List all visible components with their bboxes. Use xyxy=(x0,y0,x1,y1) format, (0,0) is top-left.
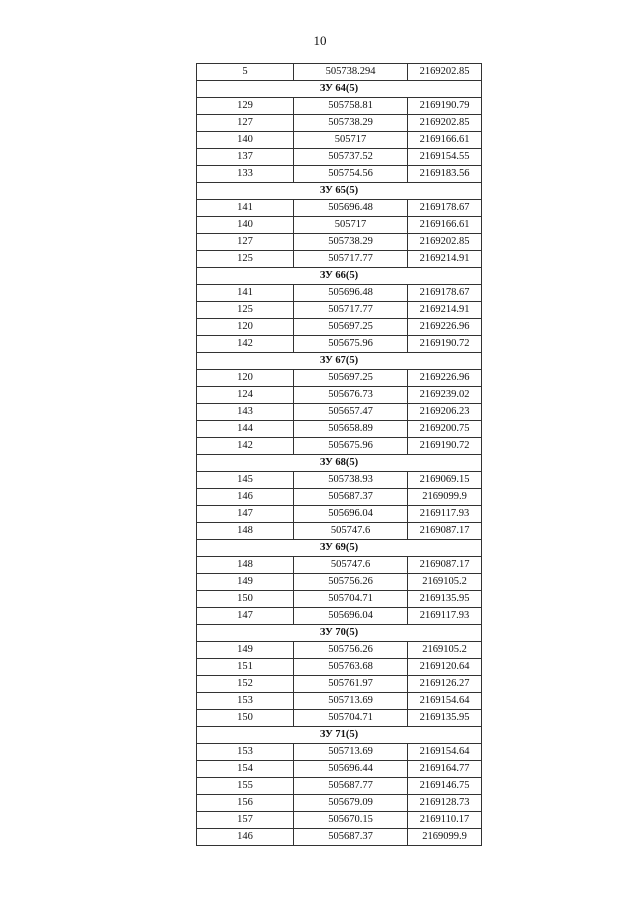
point-number-cell: 5 xyxy=(197,64,294,81)
point-number-cell: 145 xyxy=(197,472,294,489)
y-coordinate-cell: 2169135.95 xyxy=(408,591,482,608)
section-title: ЗУ 71(5) xyxy=(197,727,482,744)
y-coordinate-cell: 2169183.56 xyxy=(408,166,482,183)
table-row xyxy=(197,472,482,489)
point-number-cell: 157 xyxy=(197,812,294,829)
point-number-cell: 154 xyxy=(197,761,294,778)
section-header-row xyxy=(197,727,482,744)
point-number-cell: 124 xyxy=(197,387,294,404)
point-number-cell: 140 xyxy=(197,132,294,149)
x-coordinate-cell: 505756.26 xyxy=(294,574,408,591)
point-number-cell: 148 xyxy=(197,557,294,574)
y-coordinate-cell: 2169154.55 xyxy=(408,149,482,166)
section-header-row xyxy=(197,455,482,472)
point-number-cell: 133 xyxy=(197,166,294,183)
y-coordinate-cell: 2169087.17 xyxy=(408,557,482,574)
page-number: 10 xyxy=(313,33,327,48)
point-number-cell: 151 xyxy=(197,659,294,676)
table-row xyxy=(197,506,482,523)
point-number-cell: 146 xyxy=(197,829,294,846)
table-row xyxy=(197,251,482,268)
y-coordinate-cell: 2169117.93 xyxy=(408,608,482,625)
y-coordinate-cell: 2169202.85 xyxy=(408,64,482,81)
table-row xyxy=(197,778,482,795)
table-row xyxy=(197,642,482,659)
table-row xyxy=(197,285,482,302)
y-coordinate-cell: 2169178.67 xyxy=(408,285,482,302)
x-coordinate-cell: 505738.294 xyxy=(294,64,408,81)
y-coordinate-cell: 2169202.85 xyxy=(408,115,482,132)
table-row xyxy=(197,404,482,421)
y-coordinate-cell: 2169200.75 xyxy=(408,421,482,438)
coordinates-table-body xyxy=(197,64,482,846)
point-number-cell: 125 xyxy=(197,302,294,319)
x-coordinate-cell: 505696.44 xyxy=(294,761,408,778)
x-coordinate-cell: 505704.71 xyxy=(294,591,408,608)
y-coordinate-cell: 2169206.23 xyxy=(408,404,482,421)
x-coordinate-cell: 505696.48 xyxy=(294,200,408,217)
table-row xyxy=(197,166,482,183)
x-coordinate-cell: 505747.6 xyxy=(294,523,408,540)
table-row xyxy=(197,200,482,217)
point-number-cell: 155 xyxy=(197,778,294,795)
table-row xyxy=(197,574,482,591)
y-coordinate-cell: 2169105.2 xyxy=(408,642,482,659)
point-number-cell: 140 xyxy=(197,217,294,234)
y-coordinate-cell: 2169120.64 xyxy=(408,659,482,676)
table-row xyxy=(197,302,482,319)
x-coordinate-cell: 505697.25 xyxy=(294,370,408,387)
x-coordinate-cell: 505747.6 xyxy=(294,557,408,574)
table-row xyxy=(197,370,482,387)
point-number-cell: 142 xyxy=(197,438,294,455)
y-coordinate-cell: 2169214.91 xyxy=(408,251,482,268)
y-coordinate-cell: 2169239.02 xyxy=(408,387,482,404)
point-number-cell: 150 xyxy=(197,710,294,727)
table-row xyxy=(197,744,482,761)
table-row xyxy=(197,319,482,336)
x-coordinate-cell: 505696.04 xyxy=(294,608,408,625)
point-number-cell: 152 xyxy=(197,676,294,693)
y-coordinate-cell: 2169099.9 xyxy=(408,829,482,846)
coordinates-table xyxy=(196,63,482,846)
point-number-cell: 147 xyxy=(197,608,294,625)
x-coordinate-cell: 505761.97 xyxy=(294,676,408,693)
point-number-cell: 143 xyxy=(197,404,294,421)
x-coordinate-cell: 505675.96 xyxy=(294,336,408,353)
x-coordinate-cell: 505717 xyxy=(294,132,408,149)
x-coordinate-cell: 505717.77 xyxy=(294,302,408,319)
point-number-cell: 125 xyxy=(197,251,294,268)
point-number-cell: 137 xyxy=(197,149,294,166)
x-coordinate-cell: 505738.29 xyxy=(294,115,408,132)
section-title: ЗУ 68(5) xyxy=(197,455,482,472)
table-row xyxy=(197,64,482,81)
x-coordinate-cell: 505696.48 xyxy=(294,285,408,302)
point-number-cell: 147 xyxy=(197,506,294,523)
point-number-cell: 120 xyxy=(197,319,294,336)
y-coordinate-cell: 2169226.96 xyxy=(408,319,482,336)
table-row xyxy=(197,795,482,812)
table-row xyxy=(197,761,482,778)
x-coordinate-cell: 505679.09 xyxy=(294,795,408,812)
x-coordinate-cell: 505687.37 xyxy=(294,829,408,846)
table-row xyxy=(197,523,482,540)
x-coordinate-cell: 505676.73 xyxy=(294,387,408,404)
y-coordinate-cell: 2169110.17 xyxy=(408,812,482,829)
table-row xyxy=(197,387,482,404)
table-row xyxy=(197,608,482,625)
x-coordinate-cell: 505687.37 xyxy=(294,489,408,506)
x-coordinate-cell: 505758.81 xyxy=(294,98,408,115)
table-row xyxy=(197,149,482,166)
section-header-row xyxy=(197,540,482,557)
table-row xyxy=(197,98,482,115)
table-row xyxy=(197,336,482,353)
table-row xyxy=(197,115,482,132)
y-coordinate-cell: 2169146.75 xyxy=(408,778,482,795)
x-coordinate-cell: 505713.69 xyxy=(294,693,408,710)
y-coordinate-cell: 2169126.27 xyxy=(408,676,482,693)
x-coordinate-cell: 505738.93 xyxy=(294,472,408,489)
y-coordinate-cell: 2169190.79 xyxy=(408,98,482,115)
table-row xyxy=(197,710,482,727)
table-row xyxy=(197,693,482,710)
table-row xyxy=(197,812,482,829)
x-coordinate-cell: 505713.69 xyxy=(294,744,408,761)
section-header-row xyxy=(197,81,482,98)
y-coordinate-cell: 2169166.61 xyxy=(408,132,482,149)
x-coordinate-cell: 505670.15 xyxy=(294,812,408,829)
section-header-row xyxy=(197,625,482,642)
table-row xyxy=(197,217,482,234)
y-coordinate-cell: 2169128.73 xyxy=(408,795,482,812)
point-number-cell: 156 xyxy=(197,795,294,812)
section-header-row xyxy=(197,268,482,285)
y-coordinate-cell: 2169226.96 xyxy=(408,370,482,387)
point-number-cell: 120 xyxy=(197,370,294,387)
y-coordinate-cell: 2169190.72 xyxy=(408,336,482,353)
y-coordinate-cell: 2169154.64 xyxy=(408,693,482,710)
point-number-cell: 153 xyxy=(197,693,294,710)
y-coordinate-cell: 2169135.95 xyxy=(408,710,482,727)
y-coordinate-cell: 2169099.9 xyxy=(408,489,482,506)
table-row xyxy=(197,489,482,506)
section-title: ЗУ 67(5) xyxy=(197,353,482,370)
y-coordinate-cell: 2169164.77 xyxy=(408,761,482,778)
point-number-cell: 153 xyxy=(197,744,294,761)
section-header-row xyxy=(197,353,482,370)
x-coordinate-cell: 505704.71 xyxy=(294,710,408,727)
x-coordinate-cell: 505657.47 xyxy=(294,404,408,421)
table-row xyxy=(197,438,482,455)
x-coordinate-cell: 505737.52 xyxy=(294,149,408,166)
point-number-cell: 148 xyxy=(197,523,294,540)
section-title: ЗУ 65(5) xyxy=(197,183,482,200)
x-coordinate-cell: 505696.04 xyxy=(294,506,408,523)
table-row xyxy=(197,829,482,846)
x-coordinate-cell: 505697.25 xyxy=(294,319,408,336)
table-row xyxy=(197,557,482,574)
point-number-cell: 127 xyxy=(197,115,294,132)
y-coordinate-cell: 2169178.67 xyxy=(408,200,482,217)
point-number-cell: 149 xyxy=(197,574,294,591)
x-coordinate-cell: 505756.26 xyxy=(294,642,408,659)
point-number-cell: 150 xyxy=(197,591,294,608)
x-coordinate-cell: 505763.68 xyxy=(294,659,408,676)
x-coordinate-cell: 505675.96 xyxy=(294,438,408,455)
section-title: ЗУ 69(5) xyxy=(197,540,482,557)
section-title: ЗУ 70(5) xyxy=(197,625,482,642)
table-row xyxy=(197,659,482,676)
y-coordinate-cell: 2169069.15 xyxy=(408,472,482,489)
section-header-row xyxy=(197,183,482,200)
point-number-cell: 141 xyxy=(197,200,294,217)
table-row xyxy=(197,591,482,608)
point-number-cell: 127 xyxy=(197,234,294,251)
x-coordinate-cell: 505717 xyxy=(294,217,408,234)
y-coordinate-cell: 2169105.2 xyxy=(408,574,482,591)
y-coordinate-cell: 2169166.61 xyxy=(408,217,482,234)
point-number-cell: 129 xyxy=(197,98,294,115)
x-coordinate-cell: 505717.77 xyxy=(294,251,408,268)
x-coordinate-cell: 505658.89 xyxy=(294,421,408,438)
y-coordinate-cell: 2169154.64 xyxy=(408,744,482,761)
point-number-cell: 146 xyxy=(197,489,294,506)
y-coordinate-cell: 2169117.93 xyxy=(408,506,482,523)
table-row xyxy=(197,421,482,438)
point-number-cell: 149 xyxy=(197,642,294,659)
section-title: ЗУ 64(5) xyxy=(197,81,482,98)
table-row xyxy=(197,676,482,693)
y-coordinate-cell: 2169190.72 xyxy=(408,438,482,455)
y-coordinate-cell: 2169087.17 xyxy=(408,523,482,540)
y-coordinate-cell: 2169214.91 xyxy=(408,302,482,319)
x-coordinate-cell: 505738.29 xyxy=(294,234,408,251)
x-coordinate-cell: 505754.56 xyxy=(294,166,408,183)
y-coordinate-cell: 2169202.85 xyxy=(408,234,482,251)
table-row xyxy=(197,132,482,149)
point-number-cell: 141 xyxy=(197,285,294,302)
table-row xyxy=(197,234,482,251)
x-coordinate-cell: 505687.77 xyxy=(294,778,408,795)
point-number-cell: 144 xyxy=(197,421,294,438)
point-number-cell: 142 xyxy=(197,336,294,353)
section-title: ЗУ 66(5) xyxy=(197,268,482,285)
